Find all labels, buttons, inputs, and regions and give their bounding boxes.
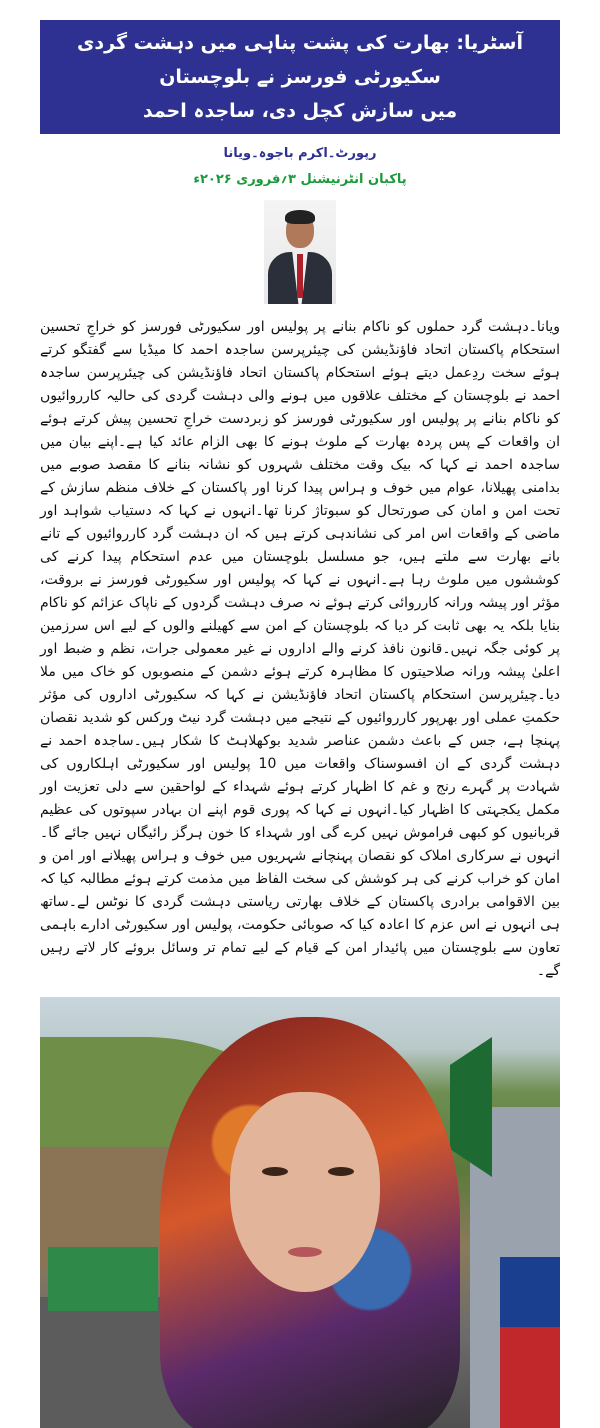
- byline: رپورٹ۔اکرم باجوہ۔ویانا: [223, 146, 377, 161]
- photo-cola-cooler: [500, 1327, 560, 1428]
- photo-face: [230, 1092, 380, 1292]
- photo-eye: [328, 1167, 354, 1176]
- portrait-hair: [285, 210, 315, 224]
- portrait-tie: [297, 254, 303, 298]
- photo-billboard: [48, 1247, 158, 1311]
- article-page: [40, 0, 560, 1428]
- headline-line-1: آسٹریا: بھارت کی پشت پناہی میں دہشت گردی سکیورٹی فورسز نے بلوچستان: [77, 32, 523, 88]
- photo-pakistan-flag: [450, 1037, 492, 1177]
- photo-lips: [288, 1247, 322, 1257]
- sajida-ahmed-photo: [40, 997, 560, 1428]
- headline-line-2: میں سازش کچل دی، ساجدہ احمد: [142, 100, 458, 122]
- reporter-portrait-photo: [264, 200, 336, 304]
- photo-eye: [262, 1167, 288, 1176]
- dateline: پاکبان انٹرنیشنل ۳؍فروری ۲۰۲۶ء: [193, 172, 407, 187]
- headline-banner: [40, 20, 560, 134]
- photo-pepsi-sign: [500, 1257, 560, 1327]
- article-body: ویانا۔دہشت گرد حملوں کو ناکام بنانے پر پولیس اور سکیورٹی فورسز کو خراجِ تحسین استحکام پاکستان اتحاد فاؤنڈیشن کی چیئرپرسن ساجدہ احمد کا میڈیا سے گفتگو کرتے ہوئے سخت ردِعمل دیتے ہوئے استحکام پاکستان اتحاد فاؤنڈیشن کی چیئرپرسن ساجدہ احمد نے بلوچستان کے مختلف علاقوں میں ہونے والی دہشت گردی کی حالیہ کارروائیوں کو ناکام بنانے پر پولیس اور سکیورٹی فورسز کو زبردست خراجِ تحسین پیش کرتے ہوئے ان واقعات کے پس پردہ بھارت کے ملوث ہونے کا بھی الزام عائد کیا ہے۔اپنے بیان میں ساجدہ احمد نے کہا کہ بیک وقت مختلف شہروں کو نشانہ بنانے کا مقصد صوبے میں بدامنی پھیلانا، عوام میں خوف و ہراس پیدا کرنا اور پاکستان کے خلاف منظم سازش کے تحت امن و امان کی صورتحال کو سبوتاژ کرنا تھا۔انہوں نے کہا کہ دستیاب شواہد اور ماضی کے واقعات اس امر کی نشاندہی کرتے ہیں کہ ان دہشت گرد کارروائیوں کے تانے بانے بھارت سے ملتے ہیں، جو مسلسل بلوچستان میں عدم استحکام پیدا کرنے کی کوششوں میں ملوث رہا ہے۔انہوں نے کہا کہ پولیس اور سکیورٹی فورسز نے بروقت، مؤثر اور پیشہ ورانہ کارروائی کرتے ہوئے نہ صرف دہشت گردوں کے ناپاک عزائم کو ناکام بنایا بلکہ یہ بھی ثابت کر دیا کہ بلوچستان کے امن سے کھیلنے والوں کے لیے اس سرزمین پر کوئی جگہ نہیں۔قانون نافذ کرنے والے اداروں نے غیر معمولی جرات، نظم و ضبط اور اعلیٰ پیشہ ورانہ صلاحیتوں کا مظاہرہ کرتے ہوئے دشمن کے منصوبوں کو خاک میں ملا دیا۔چیئرپرسن استحکام پاکستان اتحاد فاؤنڈیشن نے کہا کہ سکیورٹی اداروں کی مؤثر حکمتِ عملی اور بھرپور کارروائیوں کے نتیجے میں دہشت گرد نیٹ ورکس کو شدید نقصان پہنچا ہے، جس کے باعث دشمن عناصر شدید بوکھلاہٹ کا شکار ہیں۔ساجدہ احمد نے دہشت گردی کے ان افسوسناک واقعات میں 10 پولیس اور سکیورٹی اہلکاروں کی شہادت پر گہرے رنج و غم کا اظہار کرتے ہوئے شہداء کے لواحقین سے دلی تعزیت اور مکمل یکجہتی کا اظہار کیا۔انہوں نے کہا کہ پوری قوم اپنے ان بہادر سپوتوں کی عظیم قربانیوں کو کبھی فراموش نہیں کرے گی اور شہداء کا خون ہرگز رائیگاں نہیں جائے گا۔انہوں نے سرکاری املاک کو نقصان پہنچانے شہریوں میں خوف و ہراس پھیلانے اور امن و امان کو خراب کرنے کی ہر کوشش کی سخت الفاظ میں مذمت کرتے ہوئے مطالبہ کیا کہ بین الاقوامی برادری پاکستان کے خلاف بھارتی ریاستی دہشت گردی کا نوٹس لے۔ساتھ ہی انہوں نے اس عزم کا اعادہ کیا کہ صوبائی حکومت، پولیس اور سکیورٹی ادارے باہمی تعاون سے بلوچستان میں پائیدار امن کے قیام کے لیے تمام تر وسائل بروئے کار لاتے رہیں گے۔: [40, 319, 560, 979]
